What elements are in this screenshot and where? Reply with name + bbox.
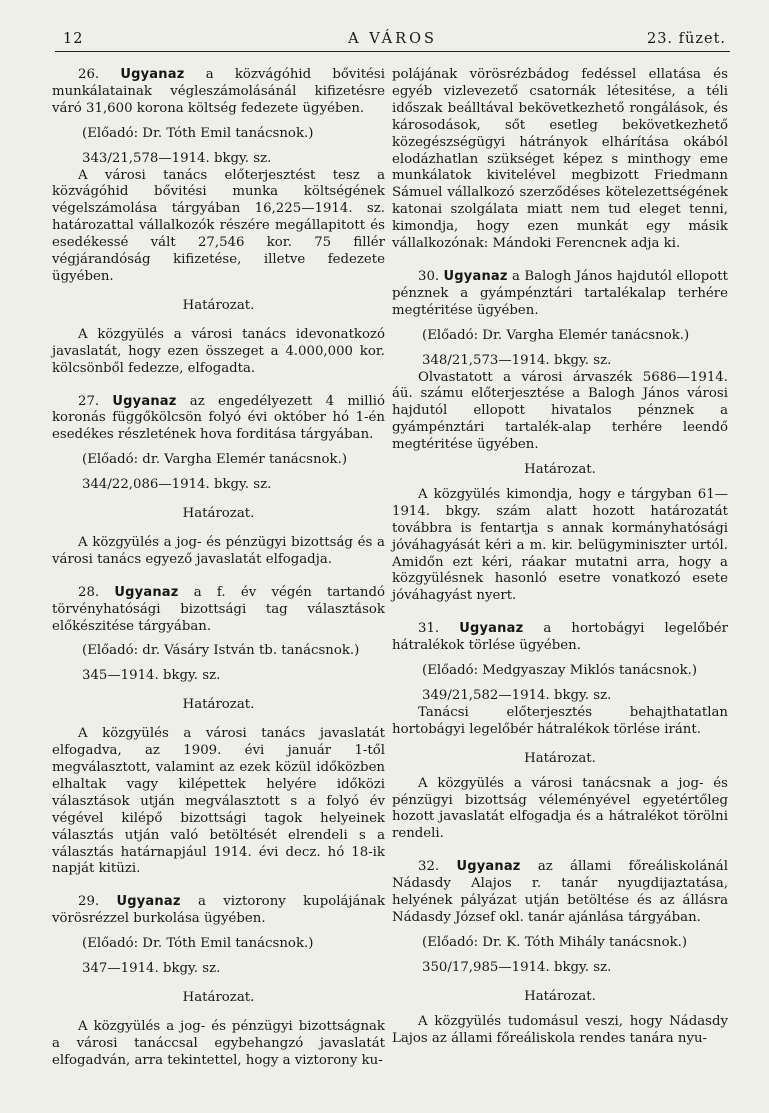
right-column <box>392 67 728 1047</box>
item-number: 29. <box>78 894 100 910</box>
reference-number: 345—1914. bkgy. sz. <box>82 668 221 684</box>
resolution-text: A közgyülés a városi tanácsnak a jog- és pénzügyi bizottság véleményével egyetértőleg hozott javaslatát elfogadja és a hátralékot törölni rendeli. <box>392 775 728 842</box>
resolution-text: A közgyülés kimondja, hogy e tárgyban 61—1914. bkgy. szám alatt hozott határozatát továbbra is fentartja s annak kormányhatósági jóváhagyását kéri a m. kir. belügyminiszter urtól. Amidőn ezt kéri, ráakar mutatni arra, hogy a közgyülésnek hasonló esetre vonatkozó esete jóváhagyást nyert. <box>392 486 728 604</box>
resolution-heading: Határozat. <box>524 750 596 766</box>
header-rule <box>55 51 730 52</box>
left-column <box>52 67 385 1070</box>
page-header <box>55 31 730 51</box>
item-29-heading <box>52 894 385 928</box>
rapporteur: (Előadó: dr. Vásáry István tb. tanácsnok.) <box>82 643 360 659</box>
reference-number: 343/21,578—1914. bkgy. sz. <box>82 150 272 166</box>
item-keyword: Ugyanaz <box>116 894 181 910</box>
resolution-heading: Határozat. <box>182 297 255 313</box>
resolution-text: A közgyülés tudomásul veszi, hogy Nádasdy Lajos az állami főreáliskola rendes tanára nyu- <box>392 1013 728 1046</box>
page-number: 12 <box>63 31 84 47</box>
rapporteur: (Előadó: dr. Vargha Elemér tanácsnok.) <box>82 452 348 468</box>
continued-text: polájának vörösrézbádog fedéssel ellatása és egyéb vizlevezető csatornák létesitése, a téli időszak beálltával bekövetkezhető rongálások, és károsodások, sőt esetleg bekövetkezhető közegészségügyi hátrányok elhárítása okából elodázhatlan szükséget képez s minthogy eme munkálatok kivitelével megbizott Friedmann Sámuel vállalkozó szerződéses kötelezettségének katonai szolgálata miatt nem tud eleget tenni, kimondja, hogy ezen munkát egy másik vállalkozónak: Mándoki Ferencnek adja ki. <box>392 67 728 252</box>
item-keyword: Ugyanaz <box>120 67 185 82</box>
item-subject: az engedélyezett 4 millió koronás függőkölcsön folyó évi október hó 1-én esedékes részletének hova forditása tárgyában. <box>52 393 385 443</box>
item-number: 32. <box>418 859 440 875</box>
reference-number: 349/21,582—1914. bkgy. sz. <box>422 688 612 703</box>
resolution-heading: Határozat. <box>524 988 596 1004</box>
resolution-text: A közgyülés a városi tanács javaslatát elfogadva, az 1909. évi január 1-től megválasztott, valamint az ezek közül időközben elhaltak vagy kilépettek helyére időközi választások utján megválasztott s a folyó év végével kilépő bizottsági tagok helyeinek választás utján való betöltését elrendeli s a választás határnapjául 1914. évi decz. hó 18-ik napját kitüzi. <box>52 726 385 877</box>
item-subject: a viztorony kupolájának vörösrézzel burkolása ügyében. <box>52 894 386 927</box>
reference-number: 348/21,573—1914. bkgy. sz. <box>422 352 612 368</box>
item-26-heading <box>52 67 385 118</box>
item-28-heading <box>52 585 385 636</box>
item-number: 31. <box>418 621 440 637</box>
resolution-heading: Határozat. <box>182 506 255 522</box>
item-keyword: Ugyanaz <box>443 268 508 284</box>
resolution-heading: Határozat. <box>524 462 596 478</box>
item-subject: a Balogh János hajdutól ellopott pénznek a gyámpénztári tartalékalap terhére megtéritése ügyében. <box>392 268 728 318</box>
reference-number: 350/17,985—1914. bkgy. sz. <box>422 959 612 975</box>
reference-number: 347—1914. bkgy. sz. <box>82 961 221 977</box>
item-keyword: Ugyanaz <box>112 393 177 409</box>
rapporteur: (Előadó: Dr. K. Tóth Mihály tanácsnok.) <box>422 934 688 950</box>
item-number: 26. <box>78 67 100 82</box>
item-31-heading <box>392 621 728 655</box>
proposal-text: A városi tanács előterjesztést tesz a közvágóhid bővitési munka költségének végelszámolása tárgyában 16,225—1914. sz. határozattal vállalkozók részére megállapitott és esedékessé vált 27,546 kor. 75 fillér végjárandóság kifizetése, illetve fedezete ügyében. <box>52 167 385 284</box>
issue-number: 23. füzet. <box>646 31 726 47</box>
rapporteur: (Előadó: Dr. Vargha Elemér tanácsnok.) <box>422 327 690 343</box>
rapporteur: (Előadó: Dr. Tóth Emil tanácsnok.) <box>82 936 314 952</box>
resolution-text: A közgyülés a jog- és pénzügyi bizottság és a városi tanács egyező javaslatát elfogadja. <box>52 534 385 567</box>
item-keyword: Ugyanaz <box>114 584 179 600</box>
proposal-text: Olvastatott a városi árvaszék 5686—1914. áü. számu előterjesztése a Balogh János városi hajdutól ellopott hivatalos pénznek a gyámpénztári tartalék-alap terhére leendő megtéritése ügyében. <box>392 369 728 453</box>
resolution-heading: Határozat. <box>182 989 255 1005</box>
item-subject: a hortobágyi legelőbér hátralékok törlése ügyében. <box>392 621 728 654</box>
running-title: A VÁROS <box>348 31 437 47</box>
item-number: 27. <box>78 393 100 409</box>
resolution-text: A közgyülés a jog- és pénzügyi bizottságnak a városi tanáccsal egybehangzó javaslatát elfogadván, arra tekintettel, hogy a viztorony ku- <box>52 1018 385 1068</box>
reference-number: 344/22,086—1914. bkgy. sz. <box>82 477 272 493</box>
item-subject: a f. év végén tartandó törvényhatósági bizottsági tag választások előkészitése tárgyában. <box>52 584 386 634</box>
item-number: 30. <box>418 268 440 284</box>
item-keyword: Ugyanaz <box>456 859 521 875</box>
item-27-heading <box>52 394 385 445</box>
item-subject: az állami főreáliskolánál Nádasdy Alajos r. tanár nyugdijaztatása, helyének pályázat utján betöltése és az állásra Nádasdy József okl. tanár ajánlása tárgyában. <box>392 859 728 925</box>
item-32-heading <box>392 859 728 927</box>
item-number: 28. <box>78 584 100 600</box>
proposal-text: Tanácsi előterjesztés behajthatatlan hortobágyi legelőbér hátralékok törlése iránt. <box>392 704 728 737</box>
resolution-heading: Határozat. <box>182 697 255 713</box>
item-keyword: Ugyanaz <box>459 621 524 637</box>
rapporteur: (Előadó: Medgyaszay Miklós tanácsnok.) <box>422 663 698 679</box>
rapporteur: (Előadó: Dr. Tóth Emil tanácsnok.) <box>82 125 314 141</box>
resolution-text: A közgyülés a városi tanács idevonatkozó javaslatát, hogy ezen összeget a 4.000,000 kor. kölcsönből fedezze, elfogadta. <box>52 326 385 376</box>
item-subject: a közvágóhid bővitési munkálatainak végleszámolásánál kifizetésre váró 31,600 korona költség fedezete ügyében. <box>52 67 385 116</box>
item-30-heading <box>392 269 728 320</box>
